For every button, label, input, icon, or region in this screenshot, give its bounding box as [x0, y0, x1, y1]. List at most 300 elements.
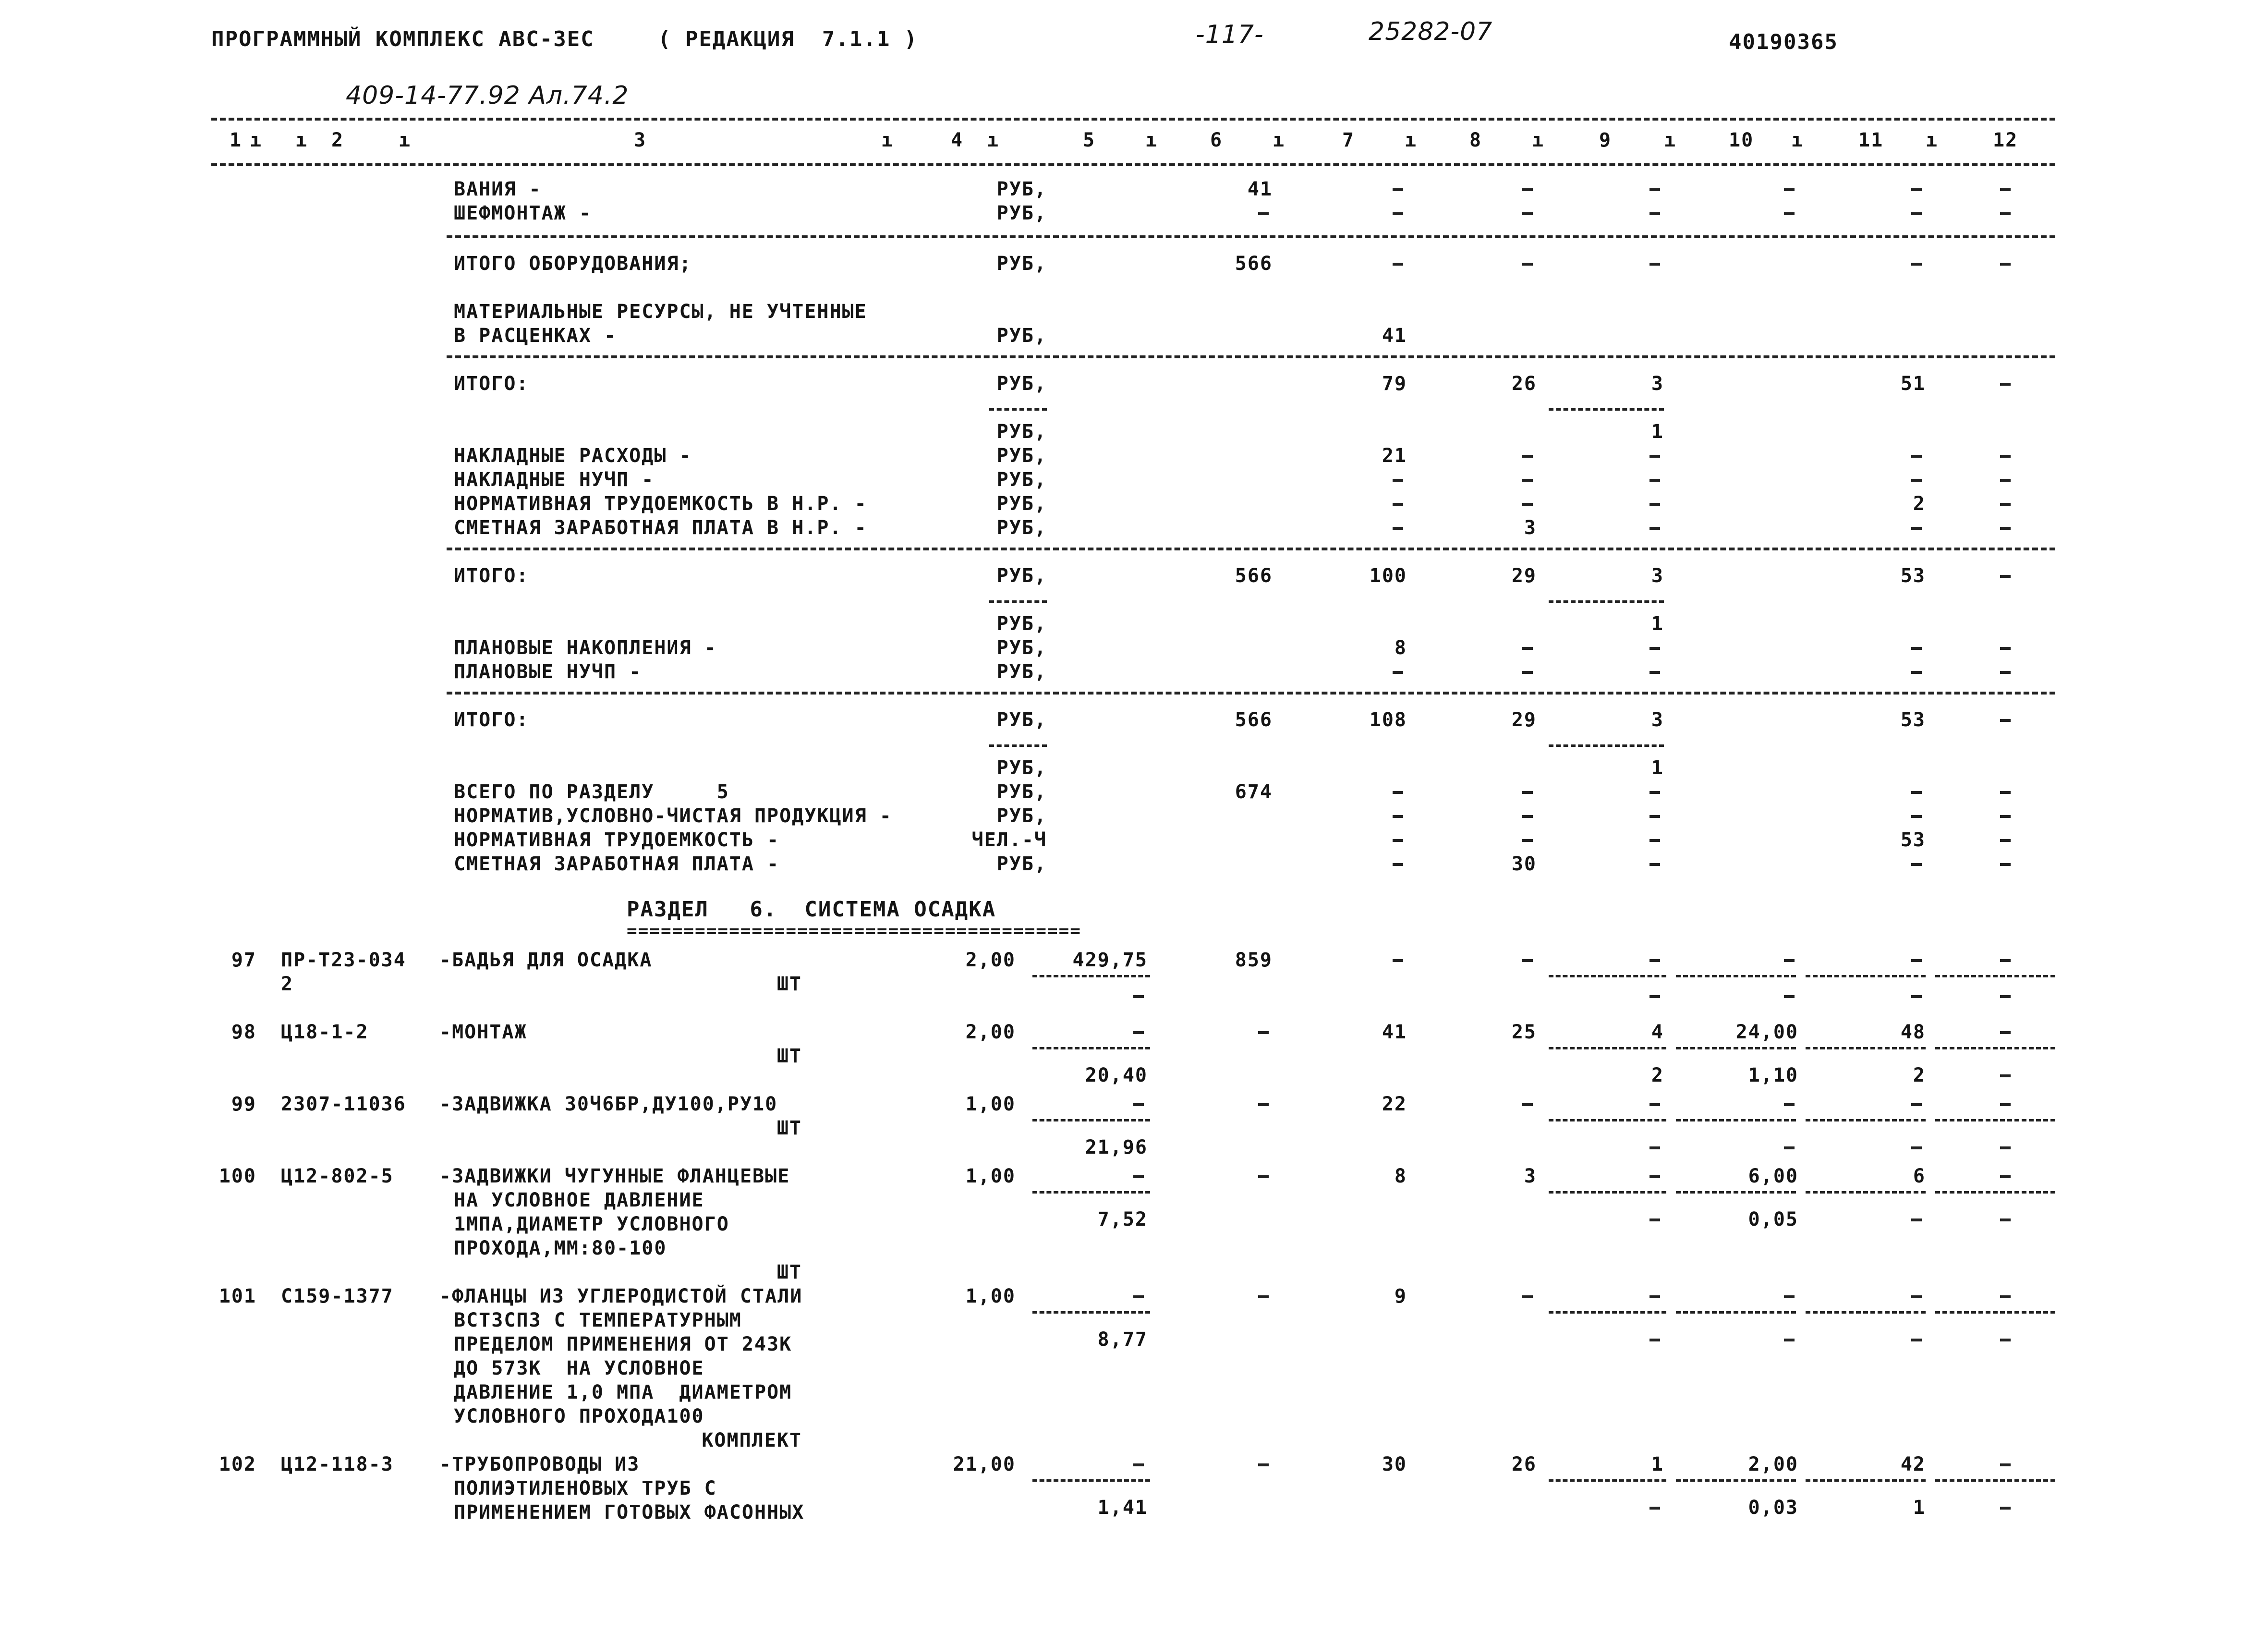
program-title: ПРОГРАММНЫЙ КОМПЛЕКС АВС-3ЕС	[211, 27, 594, 51]
item-c12-dash	[2000, 1295, 2011, 1298]
row-c8-dash	[1522, 815, 1533, 818]
item-code: Ц18-1-2	[281, 1021, 369, 1043]
row-c11: 53	[1900, 709, 1926, 731]
row-unit: РУБ,	[996, 709, 1047, 731]
item-unit: ШТ	[776, 1117, 802, 1139]
item-code: 2307-11036	[281, 1093, 406, 1115]
item-name-line: УСЛОВНОГО ПРОХОДА100	[454, 1405, 704, 1427]
item-c7: 30	[1382, 1453, 1407, 1475]
row-c9-dash	[1649, 791, 1660, 794]
row-c9-dash	[1649, 647, 1660, 650]
row-c8-dash	[1522, 647, 1533, 650]
price-underline	[1032, 975, 1150, 977]
col9-underline	[1549, 600, 1664, 603]
row-c9: 3	[1651, 565, 1664, 587]
row-c11-dash	[1911, 671, 1922, 674]
cost-underline	[1806, 1119, 1926, 1121]
item-price-dash	[1133, 1463, 1144, 1466]
col9-underline	[1549, 408, 1664, 411]
row-c12-dash	[2000, 263, 2011, 266]
item-number: 99	[231, 1093, 256, 1115]
row-c7: 108	[1369, 709, 1407, 731]
row-c11: 53	[1900, 565, 1926, 587]
cost-underline	[1549, 1479, 1666, 1482]
item-c10-dash	[1784, 959, 1795, 962]
item-name-line: 1МПА,ДИАМЕТР УСЛОВНОГО	[454, 1213, 729, 1235]
row-c7-dash	[1393, 188, 1403, 191]
row-c6: 566	[1235, 565, 1273, 587]
row-unit: РУБ,	[996, 469, 1047, 491]
cost-underline	[1549, 1311, 1666, 1314]
item-unit: ШТ	[776, 973, 802, 995]
row-c9-dash	[1649, 479, 1660, 482]
row-unit: РУБ,	[996, 445, 1047, 467]
item-c8-dash	[1522, 1295, 1533, 1298]
item-b9-dash	[1649, 1339, 1660, 1341]
row-c8-dash	[1522, 188, 1533, 191]
cost-underline	[1676, 1311, 1796, 1314]
row-c11-dash	[1911, 863, 1922, 866]
column-header-6: 6	[1210, 129, 1223, 151]
item-b12-dash	[2000, 1074, 2011, 1077]
column-header-1: 1	[230, 129, 243, 151]
section-rule	[447, 548, 2055, 550]
item-c6-dash	[1258, 1295, 1269, 1298]
row-c11-dash	[1911, 212, 1922, 215]
item-price: 429,75	[1072, 949, 1148, 971]
row-label: ВАНИЯ -	[454, 178, 542, 200]
item-name-line: -ФЛАНЦЫ ИЗ УГЛЕРОДИСТОЙ СТАЛИ	[439, 1285, 803, 1307]
row-unit: РУБ,	[996, 493, 1047, 515]
item-c9: 1	[1651, 1453, 1664, 1475]
item-price-dash	[1133, 1295, 1144, 1298]
row-c12-dash	[2000, 455, 2011, 458]
item-c9-dash	[1649, 959, 1660, 962]
document-number: 25282-07	[1369, 17, 1493, 46]
item-c11-dash	[1911, 1103, 1922, 1106]
row-c12-dash	[2000, 575, 2011, 578]
row-c7-dash	[1393, 791, 1403, 794]
row-c12-dash	[2000, 647, 2011, 650]
row-c12-dash	[2000, 479, 2011, 482]
row-c8-dash	[1522, 263, 1533, 266]
cost-underline	[1806, 1047, 1926, 1049]
row-c9: 1	[1651, 421, 1664, 443]
item-c12-dash	[2000, 1031, 2011, 1034]
item-b10: 1,10	[1748, 1064, 1798, 1086]
item-c8: 26	[1511, 1453, 1537, 1475]
column-header-11: 11	[1858, 129, 1884, 151]
edition: ( РЕДАКЦИЯ 7.1.1 )	[658, 27, 918, 51]
row-label: НОРМАТИВ,УСЛОВНО-ЧИСТАЯ ПРОДУКЦИЯ -	[454, 805, 892, 827]
column-header-10: 10	[1729, 129, 1754, 151]
column-separator: ı	[250, 129, 263, 151]
column-header-5: 5	[1083, 129, 1096, 151]
item-c7: 8	[1394, 1165, 1407, 1187]
row-c9-dash	[1649, 815, 1660, 818]
row-c9-dash	[1649, 212, 1660, 215]
item-c8: 25	[1511, 1021, 1537, 1043]
row-c11-dash	[1911, 791, 1922, 794]
item-price-lower: 1,41	[1097, 1497, 1148, 1519]
cost-underline	[1806, 975, 1926, 977]
column-separator: ı	[295, 129, 308, 151]
row-c7-dash	[1393, 863, 1403, 866]
row-c9: 1	[1651, 613, 1664, 635]
item-number: 102	[218, 1453, 256, 1475]
row-label: ИТОГО:	[454, 565, 529, 587]
item-unit: ШТ	[776, 1261, 802, 1283]
price-underline	[1032, 1479, 1150, 1482]
row-c6: 41	[1247, 178, 1273, 200]
row-c9-dash	[1649, 863, 1660, 866]
cost-underline	[1549, 1191, 1666, 1194]
item-name-line: -БАДЬЯ ДЛЯ ОСАДКА	[439, 949, 653, 971]
row-c11-dash	[1911, 188, 1922, 191]
item-c12-dash	[2000, 959, 2011, 962]
item-b9-dash	[1649, 1146, 1660, 1149]
column-header-4: 4	[951, 129, 964, 151]
row-c12-dash	[2000, 188, 2011, 191]
row-c8-dash	[1522, 503, 1533, 506]
item-number: 98	[231, 1021, 256, 1043]
row-unit: РУБ,	[996, 565, 1047, 587]
column-separator: ı	[1273, 129, 1286, 151]
column-header-12: 12	[1993, 129, 2018, 151]
item-c11-dash	[1911, 959, 1922, 962]
item-b11-dash	[1911, 1339, 1922, 1341]
row-unit: РУБ,	[996, 202, 1047, 224]
row-c12-dash	[2000, 863, 2011, 866]
row-c6-dash	[1258, 212, 1269, 215]
row-c7: 41	[1382, 325, 1407, 347]
item-b9: 2	[1651, 1064, 1664, 1086]
item-b10-dash	[1784, 995, 1795, 998]
unit-underline	[989, 408, 1047, 411]
col9-underline	[1549, 744, 1664, 747]
item-price-lower: 21,96	[1085, 1136, 1148, 1158]
row-c8: 29	[1511, 709, 1537, 731]
row-c7-dash	[1393, 263, 1403, 266]
row-c10-dash	[1784, 212, 1795, 215]
row-c6: 674	[1235, 781, 1273, 803]
row-label: НАКЛАДНЫЕ НУЧП -	[454, 469, 655, 491]
row-c12-dash	[2000, 527, 2011, 530]
column-separator: ı	[881, 129, 894, 151]
cost-underline	[1676, 975, 1796, 977]
item-name-line: -МОНТАЖ	[439, 1021, 527, 1043]
row-unit: РУБ,	[996, 661, 1047, 683]
row-unit: РУБ,	[996, 781, 1047, 803]
row-c7: 8	[1394, 637, 1407, 659]
section-rule	[447, 355, 2055, 358]
item-name-line: -ЗАДВИЖКИ ЧУГУННЫЕ ФЛАНЦЕВЫЕ	[439, 1165, 790, 1187]
item-code: Ц12-802-5	[281, 1165, 394, 1187]
cost-underline	[1549, 975, 1666, 977]
item-name-line: ПРИМЕНЕНИЕМ ГОТОВЫХ ФАСОННЫХ	[454, 1501, 805, 1523]
cost-underline	[1676, 1191, 1796, 1194]
cost-underline	[1806, 1311, 1926, 1314]
row-unit: РУБ,	[996, 613, 1047, 635]
row-c11: 2	[1913, 493, 1926, 515]
item-c7: 22	[1382, 1093, 1407, 1115]
price-underline	[1032, 1119, 1150, 1121]
item-b12-dash	[2000, 1146, 2011, 1149]
item-b9-dash	[1649, 1507, 1660, 1510]
item-b12-dash	[2000, 1219, 2011, 1221]
row-label: ВСЕГО ПО РАЗДЕЛУ 5	[454, 781, 729, 803]
item-c10-dash	[1784, 1295, 1795, 1298]
row-c12-dash	[2000, 503, 2011, 506]
row-c9-dash	[1649, 839, 1660, 842]
row-c11-dash	[1911, 527, 1922, 530]
row-unit: РУБ,	[996, 421, 1047, 443]
item-b11: 1	[1913, 1497, 1926, 1519]
item-number: 101	[218, 1285, 256, 1307]
row-c6: 566	[1235, 709, 1273, 731]
row-c10-dash	[1784, 188, 1795, 191]
row-c11-dash	[1911, 263, 1922, 266]
row-c11-dash	[1911, 815, 1922, 818]
item-c7: 41	[1382, 1021, 1407, 1043]
section-rule	[447, 235, 2055, 238]
item-name-line: ПРОХОДА,ММ:80-100	[454, 1237, 667, 1259]
item-number: 100	[218, 1165, 256, 1187]
item-name-line: -ЗАДВИЖКА 30Ч6БР,ДУ100,РУ10	[439, 1093, 778, 1115]
item-code-continuation: 2	[281, 973, 294, 995]
column-header-9: 9	[1599, 129, 1612, 151]
row-unit: РУБ,	[996, 325, 1047, 347]
row-unit: РУБ,	[996, 853, 1047, 875]
program-code: 40190365	[1729, 30, 1838, 54]
price-underline	[1032, 1191, 1150, 1194]
row-label: ИТОГО:	[454, 373, 529, 395]
row-label: ПЛАНОВЫЕ НУЧП -	[454, 661, 642, 683]
cost-underline	[1935, 1191, 2055, 1194]
row-unit: РУБ,	[996, 253, 1047, 275]
row-label: МАТЕРИАЛЬНЫЕ РЕСУРСЫ, НЕ УЧТЕННЫЕ	[454, 301, 867, 323]
item-b11-dash	[1911, 995, 1922, 998]
row-c9-dash	[1649, 503, 1660, 506]
item-name-line: ВСТ3СП3 С ТЕМПЕРАТУРНЫМ	[454, 1309, 742, 1331]
item-name-line: ДАВЛЕНИЕ 1,0 МПА ДИАМЕТРОМ	[454, 1381, 792, 1403]
item-quantity: 1,00	[965, 1093, 1016, 1115]
item-quantity: 21,00	[953, 1453, 1016, 1475]
item-b12-dash	[2000, 1507, 2011, 1510]
row-c7: 100	[1369, 565, 1407, 587]
row-label: ИТОГО:	[454, 709, 529, 731]
row-c8: 26	[1511, 373, 1537, 395]
item-c11-dash	[1911, 1295, 1922, 1298]
row-c12-dash	[2000, 383, 2011, 386]
header-top-rule	[211, 118, 2055, 121]
row-label: ШЕФМОНТАЖ -	[454, 202, 592, 224]
row-label: ИТОГО ОБОРУДОВАНИЯ;	[454, 253, 692, 275]
cost-underline	[1676, 1047, 1796, 1049]
item-b10: 0,03	[1748, 1497, 1798, 1519]
item-c11: 42	[1900, 1453, 1926, 1475]
item-b10-dash	[1784, 1339, 1795, 1341]
item-number: 97	[231, 949, 256, 971]
item-b11: 2	[1913, 1064, 1926, 1086]
row-c8-dash	[1522, 455, 1533, 458]
row-c11-dash	[1911, 647, 1922, 650]
row-c8: 29	[1511, 565, 1537, 587]
price-underline	[1032, 1311, 1150, 1314]
item-name-line: НА УСЛОВНОЕ ДАВЛЕНИЕ	[454, 1189, 704, 1211]
page-number: -117-	[1196, 20, 1264, 49]
item-quantity: 2,00	[965, 949, 1016, 971]
row-c8: 3	[1524, 517, 1537, 539]
column-separator: ı	[1532, 129, 1545, 151]
section-rule	[447, 692, 2055, 695]
row-c12-dash	[2000, 839, 2011, 842]
item-c11: 6	[1913, 1165, 1926, 1187]
row-c8-dash	[1522, 212, 1533, 215]
row-c12-dash	[2000, 212, 2011, 215]
row-c8-dash	[1522, 479, 1533, 482]
row-label: НОРМАТИВНАЯ ТРУДОЕМКОСТЬ -	[454, 829, 780, 851]
row-c11: 51	[1900, 373, 1926, 395]
item-c7-dash	[1393, 959, 1403, 962]
row-unit: РУБ,	[996, 373, 1047, 395]
column-separator: ı	[1926, 129, 1939, 151]
item-code: Ц12-118-3	[281, 1453, 394, 1475]
row-c9-dash	[1649, 455, 1660, 458]
row-unit: ЧЕЛ.-Ч	[971, 829, 1047, 851]
item-b12-dash	[2000, 1339, 2011, 1341]
item-c9: 4	[1651, 1021, 1664, 1043]
row-c9-dash	[1649, 527, 1660, 530]
row-unit: РУБ,	[996, 517, 1047, 539]
row-unit: РУБ,	[996, 637, 1047, 659]
row-c12-dash	[2000, 671, 2011, 674]
item-price-lower: 8,77	[1097, 1328, 1148, 1351]
item-b9-dash	[1649, 1219, 1660, 1221]
row-c11-dash	[1911, 455, 1922, 458]
row-c9-dash	[1649, 188, 1660, 191]
column-header-8: 8	[1469, 129, 1482, 151]
item-code: С159-1377	[281, 1285, 394, 1307]
item-unit: ШТ	[776, 1045, 802, 1067]
row-c7-dash	[1393, 839, 1403, 842]
row-label: ПЛАНОВЫЕ НАКОПЛЕНИЯ -	[454, 637, 717, 659]
row-c7-dash	[1393, 212, 1403, 215]
item-b11-dash	[1911, 1219, 1922, 1221]
column-header-2: 2	[331, 129, 344, 151]
price-underline	[1032, 1047, 1150, 1049]
row-c7-dash	[1393, 479, 1403, 482]
item-c6-dash	[1258, 1175, 1269, 1178]
cost-underline	[1935, 1311, 2055, 1314]
item-c9-dash	[1649, 1175, 1660, 1178]
item-c12-dash	[2000, 1103, 2011, 1106]
row-c7-dash	[1393, 671, 1403, 674]
unit-underline	[989, 600, 1047, 603]
item-b11-dash	[1911, 1146, 1922, 1149]
item-b10-dash	[1784, 1146, 1795, 1149]
cost-underline	[1676, 1479, 1796, 1482]
item-c6-dash	[1258, 1463, 1269, 1466]
row-unit: РУБ,	[996, 757, 1047, 779]
row-c7: 79	[1382, 373, 1407, 395]
item-price-lower: 7,52	[1097, 1208, 1148, 1231]
row-c11-dash	[1911, 479, 1922, 482]
item-c10-dash	[1784, 1103, 1795, 1106]
row-c7-dash	[1393, 815, 1403, 818]
column-separator: ı	[1145, 129, 1158, 151]
column-separator: ı	[987, 129, 1000, 151]
row-c8-dash	[1522, 671, 1533, 674]
row-unit: РУБ,	[996, 178, 1047, 200]
cost-underline	[1935, 1479, 2055, 1482]
item-b12-dash	[2000, 995, 2011, 998]
item-price-dash	[1133, 1103, 1144, 1106]
row-c9-dash	[1649, 671, 1660, 674]
row-c8-dash	[1522, 839, 1533, 842]
column-separator: ı	[1791, 129, 1804, 151]
column-separator: ı	[399, 129, 412, 151]
cost-underline	[1806, 1479, 1926, 1482]
cost-underline	[1549, 1119, 1666, 1121]
item-price-lower: 20,40	[1085, 1064, 1148, 1086]
row-c8-dash	[1522, 791, 1533, 794]
item-c11: 48	[1900, 1021, 1926, 1043]
header-bottom-rule	[211, 163, 2055, 166]
item-c10: 6,00	[1748, 1165, 1798, 1187]
item-c9-dash	[1649, 1103, 1660, 1106]
item-c10: 24,00	[1735, 1021, 1798, 1043]
row-c12-dash	[2000, 815, 2011, 818]
column-separator: ı	[1664, 129, 1677, 151]
row-c7: 21	[1382, 445, 1407, 467]
cost-underline	[1935, 1119, 2055, 1121]
item-unit: КОМПЛЕКТ	[702, 1429, 802, 1451]
column-header-3: 3	[634, 129, 647, 151]
item-code: ПР-Т23-034	[281, 949, 406, 971]
column-separator: ı	[1405, 129, 1418, 151]
item-c12-dash	[2000, 1463, 2011, 1466]
item-c10: 2,00	[1748, 1453, 1798, 1475]
item-c6-dash	[1258, 1031, 1269, 1034]
section-title: РАЗДЕЛ 6. СИСТЕМА ОСАДКА	[627, 897, 996, 922]
item-b10: 0,05	[1748, 1208, 1798, 1231]
item-price-dash	[1133, 1031, 1144, 1034]
row-label: НАКЛАДНЫЕ РАСХОДЫ -	[454, 445, 692, 467]
item-c8: 3	[1524, 1165, 1537, 1187]
row-c6: 566	[1235, 253, 1273, 275]
unit-underline	[989, 744, 1047, 747]
row-c11: 53	[1900, 829, 1926, 851]
column-header-7: 7	[1342, 129, 1355, 151]
item-name-line: -ТРУБОПРОВОДЫ ИЗ	[439, 1453, 640, 1475]
item-c6: 859	[1235, 949, 1273, 971]
item-c8-dash	[1522, 959, 1533, 962]
item-c6-dash	[1258, 1103, 1269, 1106]
cost-underline	[1806, 1191, 1926, 1194]
row-c12-dash	[2000, 791, 2011, 794]
item-quantity: 1,00	[965, 1285, 1016, 1307]
item-price-lower-dash	[1133, 995, 1144, 998]
item-quantity: 2,00	[965, 1021, 1016, 1043]
cost-underline	[1549, 1047, 1666, 1049]
row-c9: 1	[1651, 757, 1664, 779]
cost-underline	[1935, 975, 2055, 977]
item-name-line: ДО 573К НА УСЛОВНОЕ	[454, 1357, 704, 1379]
row-label: СМЕТНАЯ ЗАРАБОТНАЯ ПЛАТА В Н.Р. -	[454, 517, 867, 539]
item-c12-dash	[2000, 1175, 2011, 1178]
item-name-line: ПРЕДЕЛОМ ПРИМЕНЕНИЯ ОТ 243К	[454, 1333, 792, 1355]
